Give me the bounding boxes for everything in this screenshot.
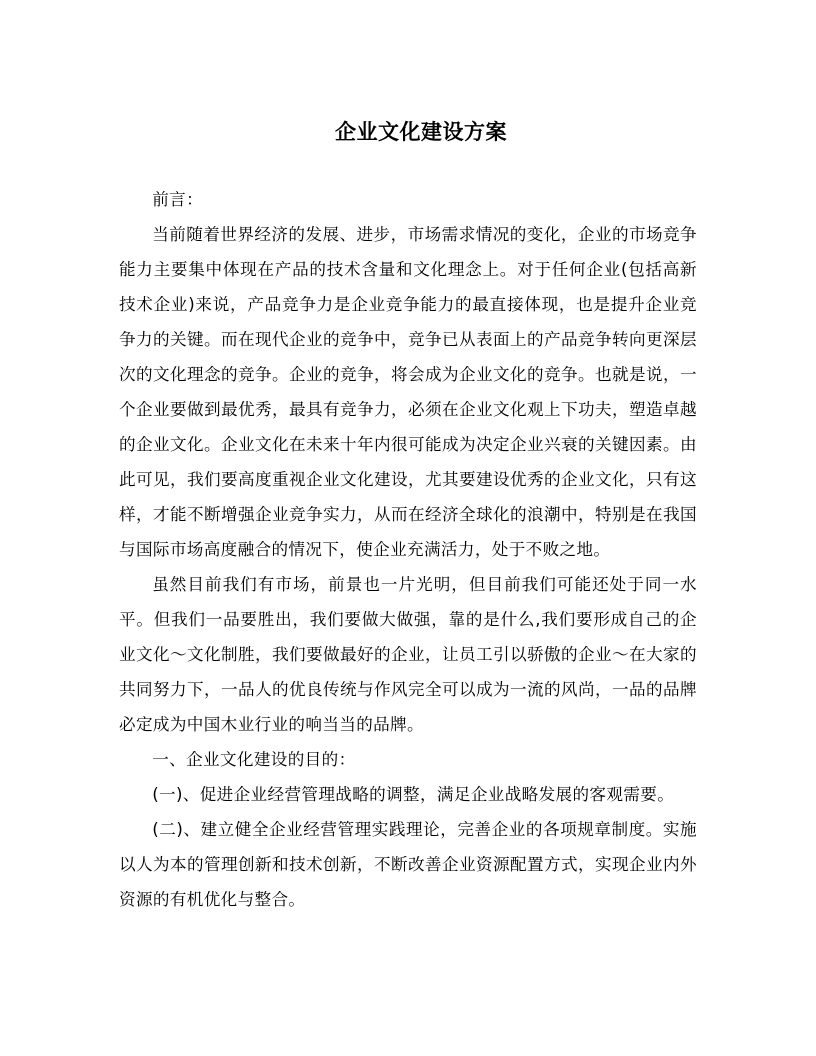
- document-body: [119, 182, 697, 917]
- paragraph-outlook: 虽然目前我们有市场，前景也一片光明，但目前我们可能还处于同一水平。但我们一品要胜出，我们要做大做强，靠的是什么,我们要形成自己的企业文化～文化制胜，我们要做最好的企业，让员工引以骄傲的企业～在大家的共同努力下，一品人的优良传统与作风完全可以成为一流的风尚，一品的品牌必定成为中国木业行业的响当当的品牌。: [119, 575, 697, 734]
- purpose-item-2: (二)、建立健全企业经营管理实践理论，完善企业的各项规章制度。实施以人为本的管理创新和技术创新，不断改善企业资源配置方式，实现企业内外资源的有机优化与整合。: [119, 820, 697, 909]
- paragraph-background: 当前随着世界经济的发展、进步，市场需求情况的变化，企业的市场竞争能力主要集中体现在产品的技术含量和文化理念上。对于任何企业(包括高新技术企业)来说，产品竞争力是企业竞争能力的最直接体现，也是提升企业竞争力的关键。而在现代企业的竞争中，竞争已从表面上的产品竞争转向更深层次的文化理念的竞争。企业的竞争，将会成为企业文化的竞争。也就是说，一个企业要做到最优秀，最具有竞争力，必须在企业文化观上下功夫，塑造卓越的企业文化。企业文化在未来十年内很可能成为决定企业兴衰的关键因素。由此可见，我们要高度重视企业文化建设，尤其要建设优秀的企业文化，只有这样，才能不断增强企业竞争实力，从而在经济全球化的浪潮中，特别是在我国与国际市场高度融合的情况下，使企业充满活力，处于不败之地。: [119, 225, 697, 559]
- section-heading-purpose: 一、企业文化建设的目的：: [152, 750, 356, 769]
- document-title: 企业文化建设方案: [335, 119, 507, 144]
- preface-heading: 前言：: [152, 190, 204, 209]
- purpose-item-1: (一)、促进企业经营管理战略的调整，满足企业战略发展的客观需要。: [152, 785, 675, 804]
